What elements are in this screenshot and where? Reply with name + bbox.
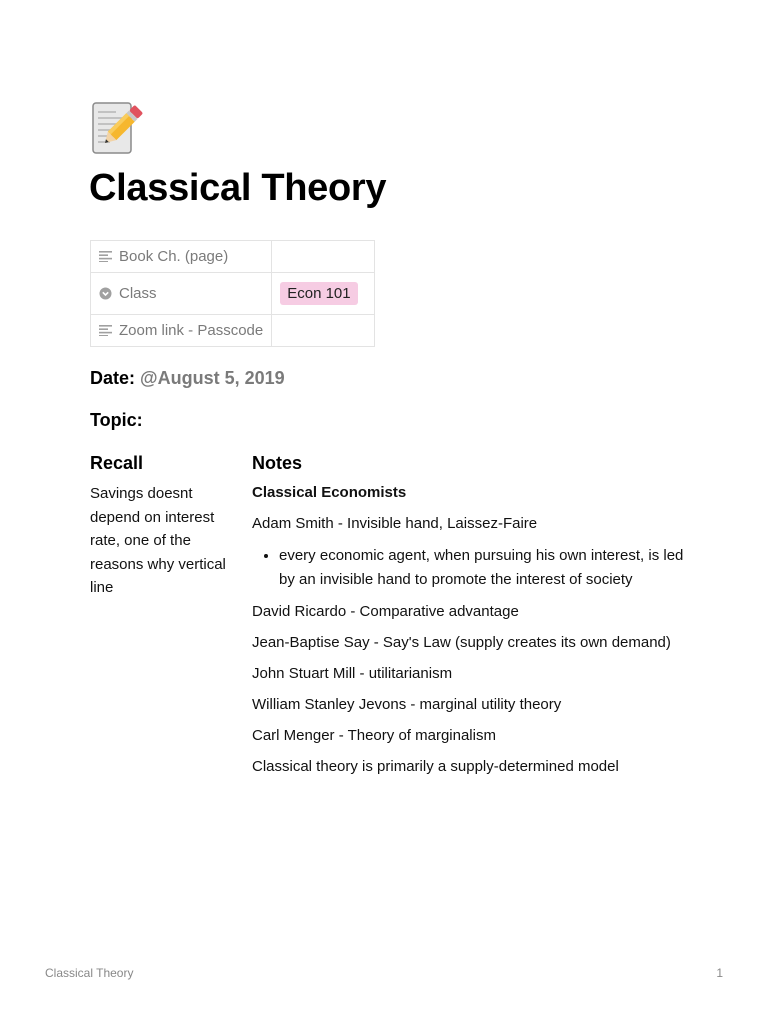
text-lines-icon (99, 250, 112, 262)
page-icon (90, 100, 146, 156)
notes-subheading: Classical Economists (252, 484, 407, 501)
recall-text: Savings doesnt depend on interest rate, one of the reasons why vertical line (90, 485, 226, 596)
property-name-cell[interactable] (91, 315, 272, 347)
property-label-zoom-link: Zoom link - Passcode (119, 322, 264, 339)
property-row-book-chapter (91, 241, 375, 273)
property-value-class[interactable] (272, 273, 375, 315)
note-carl-menger: Carl Menger - Theory of marginalism (252, 727, 496, 744)
date-label: Date: (90, 368, 136, 388)
notes-heading: Notes (252, 453, 303, 473)
note-adam-smith: Adam Smith - Invisible hand, Laissez-Faire (252, 515, 538, 532)
select-chevron-icon (99, 287, 112, 300)
page-title: Classical Theory (89, 167, 387, 209)
smith-bullet-list (252, 544, 692, 592)
property-label-book-chapter: Book Ch. (page) (119, 248, 229, 265)
note-john-stuart-mill: John Stuart Mill - utilitarianism (252, 665, 453, 682)
note-william-stanley-jevons: William Stanley Jevons - marginal utility theory (252, 696, 562, 713)
property-value-zoom-link[interactable] (272, 315, 375, 347)
property-row-class (91, 273, 375, 315)
note-summary: Classical theory is primarily a supply-determined model (252, 758, 619, 775)
property-name-cell[interactable] (91, 273, 272, 315)
footer-page-number: 1 (716, 966, 723, 980)
properties-table (90, 240, 375, 347)
text-lines-icon (99, 324, 112, 336)
footer-title: Classical Theory (45, 966, 134, 980)
property-name-cell[interactable] (91, 241, 272, 273)
notes-column (252, 482, 692, 787)
date-mention[interactable]: @August 5, 2019 (140, 368, 285, 388)
date-line (90, 367, 285, 389)
note-david-ricardo: David Ricardo - Comparative advantage (252, 603, 519, 620)
recall-heading: Recall (90, 453, 144, 473)
property-value-book-chapter[interactable] (272, 241, 375, 273)
property-row-zoom-link (91, 315, 375, 347)
class-tag[interactable]: Econ 101 (280, 282, 357, 305)
property-label-class: Class (119, 285, 157, 302)
bullet-item: • every economic agent, when pursuing his own interest, is led by an invisible hand to promote the interest of society (279, 544, 692, 592)
note-jean-baptise-say: Jean-Baptise Say - Say's Law (supply creates its own demand) (252, 634, 671, 651)
memo-pencil-icon (90, 100, 146, 156)
topic-label: Topic: (90, 410, 143, 430)
